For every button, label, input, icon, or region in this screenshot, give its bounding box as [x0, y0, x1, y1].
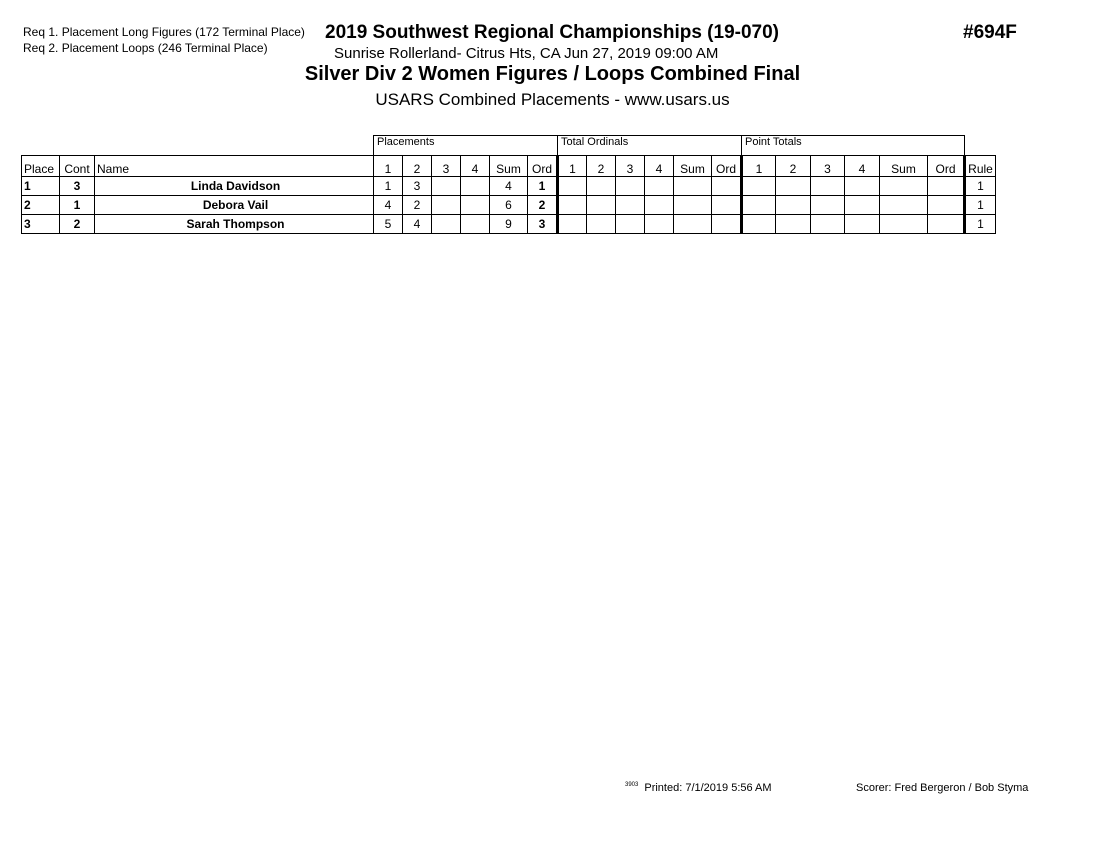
column-header-row	[22, 156, 996, 177]
cell-placement-ord: 1	[528, 177, 558, 196]
cell-empty	[776, 196, 811, 215]
col-ordinal-sum: Sum	[674, 156, 712, 177]
cell-empty	[645, 215, 674, 234]
placements-source: USARS Combined Placements - www.usars.us	[375, 90, 730, 109]
col-points-3: 3	[811, 156, 845, 177]
report-code: 3903	[625, 782, 639, 788]
cell-empty	[558, 215, 587, 234]
group-header-row	[22, 136, 996, 156]
cell-empty	[928, 177, 965, 196]
cell-place: 3	[22, 215, 60, 234]
cell-empty	[845, 196, 880, 215]
event-subtitle: Silver Div 2 Women Figures / Loops Combined Final	[304, 63, 801, 85]
venue-date: Sunrise Rollerland- Citrus Hts, CA Jun 27, 2019 09:00 AM	[334, 45, 719, 62]
col-ordinal-1: 1	[558, 156, 587, 177]
scorer-info: Scorer: Fred Bergeron / Bob Styma	[856, 782, 1029, 794]
cell-empty	[845, 215, 880, 234]
cell-cont: 3	[60, 177, 95, 196]
cell-empty	[616, 196, 645, 215]
col-points-2: 2	[776, 156, 811, 177]
cell-placement-4	[461, 177, 490, 196]
cell-empty	[811, 215, 845, 234]
event-number: #694F	[963, 22, 1017, 43]
cell-empty	[742, 177, 776, 196]
cell-placement-4	[461, 196, 490, 215]
cell-empty	[587, 177, 616, 196]
cell-empty	[674, 215, 712, 234]
col-placement-ord: Ord	[528, 156, 558, 177]
cell-empty	[674, 177, 712, 196]
group-point-totals: Point Totals	[742, 136, 965, 156]
cell-name: Sarah Thompson	[95, 215, 374, 234]
cell-empty	[928, 196, 965, 215]
cell-placement-sum: 4	[490, 177, 528, 196]
col-ordinal-3: 3	[616, 156, 645, 177]
cell-place: 1	[22, 177, 60, 196]
cell-rule: 1	[965, 177, 996, 196]
col-ordinal-2: 2	[587, 156, 616, 177]
cell-rule: 1	[965, 215, 996, 234]
cell-empty	[811, 177, 845, 196]
table-row	[22, 177, 996, 196]
col-placement-2: 2	[403, 156, 432, 177]
printed-timestamp: Printed: 7/1/2019 5:56 AM	[644, 782, 772, 794]
cell-empty	[558, 177, 587, 196]
cell-empty	[776, 177, 811, 196]
cell-empty	[674, 196, 712, 215]
table-row	[22, 196, 996, 215]
col-place: Place	[22, 156, 60, 177]
cell-placement-2: 2	[403, 196, 432, 215]
cell-rule: 1	[965, 196, 996, 215]
group-placements: Placements	[374, 136, 558, 156]
col-points-ord: Ord	[928, 156, 965, 177]
col-placement-4: 4	[461, 156, 490, 177]
competition-title: 2019 Southwest Regional Championships (19-070)	[325, 22, 779, 43]
cell-empty	[742, 196, 776, 215]
cell-empty	[645, 196, 674, 215]
cell-empty	[712, 177, 742, 196]
cell-empty	[712, 215, 742, 234]
cell-empty	[645, 177, 674, 196]
col-rule: Rule	[965, 156, 996, 177]
cell-empty	[880, 215, 928, 234]
cell-placement-3	[432, 177, 461, 196]
col-name: Name	[95, 156, 374, 177]
cell-empty	[616, 177, 645, 196]
requirement-2: Req 2. Placement Loops (246 Terminal Place)	[23, 41, 268, 55]
col-placement-1: 1	[374, 156, 403, 177]
col-placement-sum: Sum	[490, 156, 528, 177]
cell-cont: 2	[60, 215, 95, 234]
cell-empty	[587, 196, 616, 215]
cell-placement-1: 5	[374, 215, 403, 234]
cell-placement-sum: 6	[490, 196, 528, 215]
cell-empty	[712, 196, 742, 215]
col-placement-3: 3	[432, 156, 461, 177]
cell-placement-ord: 2	[528, 196, 558, 215]
cell-empty	[880, 177, 928, 196]
cell-placement-2: 4	[403, 215, 432, 234]
table-row	[22, 215, 996, 234]
cell-placement-1: 4	[374, 196, 403, 215]
cell-name: Linda Davidson	[95, 177, 374, 196]
col-points-1: 1	[742, 156, 776, 177]
group-total-ordinals: Total Ordinals	[558, 136, 742, 156]
cell-placement-3	[432, 215, 461, 234]
col-points-4: 4	[845, 156, 880, 177]
col-cont: Cont	[60, 156, 95, 177]
cell-empty	[880, 196, 928, 215]
cell-empty	[776, 215, 811, 234]
cell-placement-ord: 3	[528, 215, 558, 234]
cell-placement-2: 3	[403, 177, 432, 196]
results-table	[21, 135, 996, 234]
cell-empty	[616, 215, 645, 234]
cell-empty	[845, 177, 880, 196]
cell-placement-4	[461, 215, 490, 234]
cell-placement-sum: 9	[490, 215, 528, 234]
col-ordinal-ord: Ord	[712, 156, 742, 177]
cell-placement-1: 1	[374, 177, 403, 196]
cell-placement-3	[432, 196, 461, 215]
cell-empty	[928, 215, 965, 234]
cell-name: Debora Vail	[95, 196, 374, 215]
cell-place: 2	[22, 196, 60, 215]
printed-info	[625, 782, 772, 794]
cell-empty	[742, 215, 776, 234]
cell-empty	[811, 196, 845, 215]
cell-cont: 1	[60, 196, 95, 215]
col-ordinal-4: 4	[645, 156, 674, 177]
cell-empty	[558, 196, 587, 215]
cell-empty	[587, 215, 616, 234]
col-points-sum: Sum	[880, 156, 928, 177]
requirement-1: Req 1. Placement Long Figures (172 Terminal Place)	[23, 25, 305, 39]
